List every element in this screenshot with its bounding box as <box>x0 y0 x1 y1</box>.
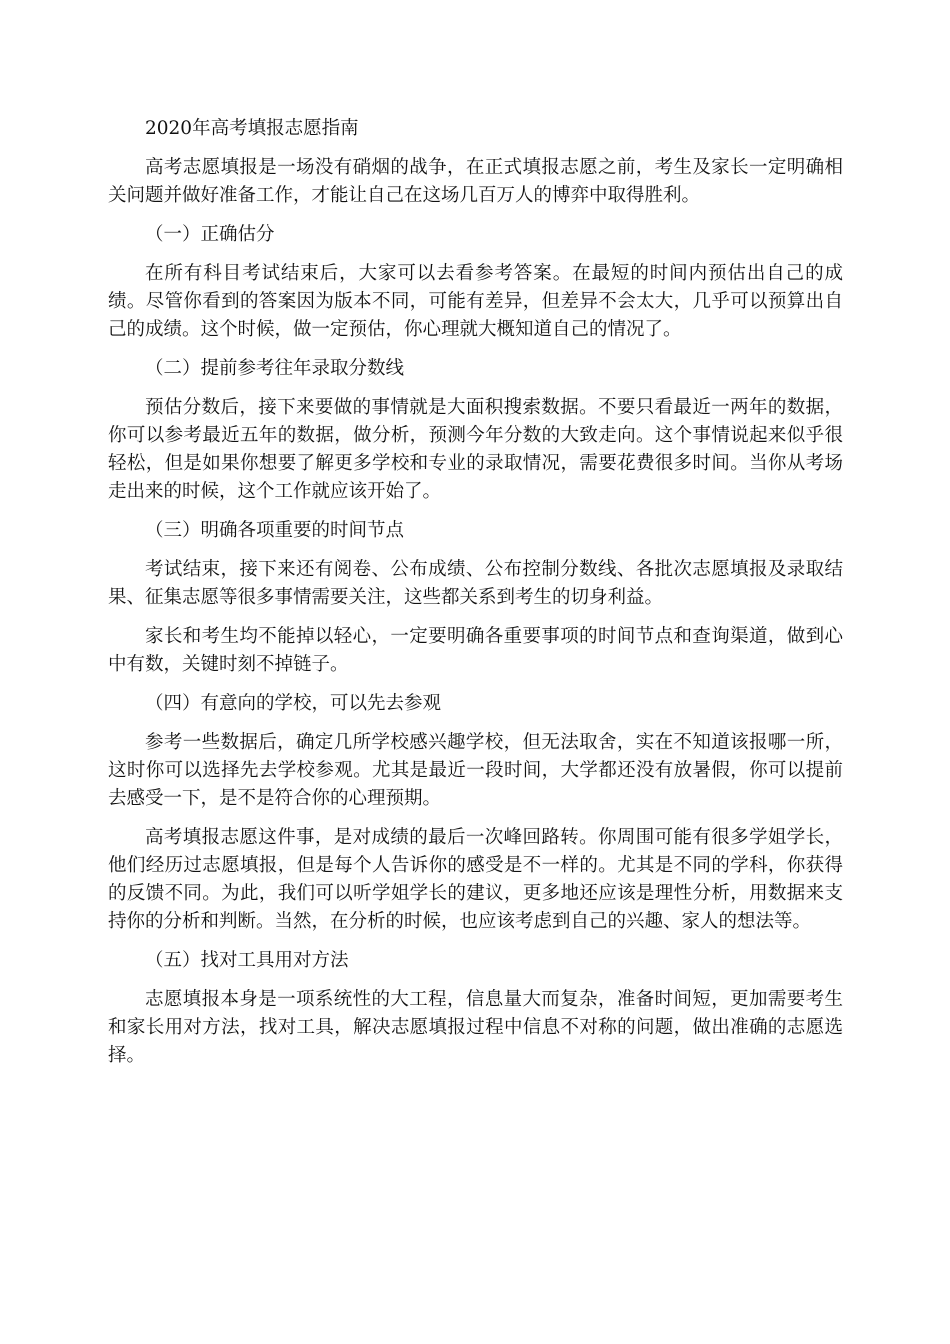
section-heading-4: （四）有意向的学校，可以先去参观 <box>145 693 442 714</box>
section-3-paragraph-1: 考试结束，接下来还有阅卷、公布成绩、公布控制分数线、各批次志愿填报及录取结果、征集志愿等很多事情需要关注，这些都关系到考生的切身利益。 <box>108 559 843 608</box>
section-3-paragraph-2: 家长和考生均不能掉以轻心，一定要明确各重要事项的时间节点和查询渠道，做到心中有数，关键时刻不掉链子。 <box>108 626 843 675</box>
section-4-paragraph-2: 高考填报志愿这件事，是对成绩的最后一次峰回路转。你周围可能有很多学姐学长，他们经历过志愿填报，但是每个人告诉你的感受是不一样的。尤其是不同的学科，你获得的反馈不同。为此，我们可以听学姐学长的建议，更多地还应该是理性分析，用数据来支持你的分析和判断。当然，在分析的时候，也应该考虑到自己的兴趣、家人的想法等。 <box>108 827 843 932</box>
section-heading-3: （三）明确各项重要的时间节点 <box>145 520 405 541</box>
document-body <box>108 115 843 1081</box>
section-heading-5: （五）找对工具用对方法 <box>145 950 349 971</box>
section-2-paragraph: 预估分数后，接下来要做的事情就是大面积搜索数据。不要只看最近一两年的数据，你可以参考最近五年的数据，做分析，预测今年分数的大致走向。这个事情说起来似乎很轻松，但是如果你想要了解更多学校和专业的录取情况，需要花费很多时间。当你从考场走出来的时候，这个工作就应该开始了。 <box>108 397 843 502</box>
section-5-paragraph: 志愿填报本身是一项系统性的大工程，信息量大而复杂，准备时间短，更加需要考生和家长用对方法，找对工具，解决志愿填报过程中信息不对称的问题，做出准确的志愿选择。 <box>108 989 843 1066</box>
section-heading-2: （二）提前参考往年录取分数线 <box>145 358 405 379</box>
section-1-paragraph: 在所有科目考试结束后，大家可以去看参考答案。在最短的时间内预估出自己的成绩。尽管你看到的答案因为版本不同，可能有差异，但差异不会太大，几乎可以预算出自己的成绩。这个时候，做一定预估，你心理就大概知道自己的情况了。 <box>108 263 843 340</box>
section-4-paragraph-1: 参考一些数据后，确定几所学校感兴趣学校，但无法取舍，实在不知道该报哪一所，这时你可以选择先去学校参观。尤其是最近一段时间，大学都还没有放暑假，你可以提前去感受一下，是不是符合你的心理预期。 <box>108 732 843 809</box>
intro-paragraph: 高考志愿填报是一场没有硝烟的战争，在正式填报志愿之前，考生及家长一定明确相关问题并做好准备工作，才能让自己在这场几百万人的博弈中取得胜利。 <box>108 157 843 206</box>
document-title: 2020年高考填报志愿指南 <box>145 118 359 139</box>
section-heading-1: （一）正确估分 <box>145 224 275 245</box>
